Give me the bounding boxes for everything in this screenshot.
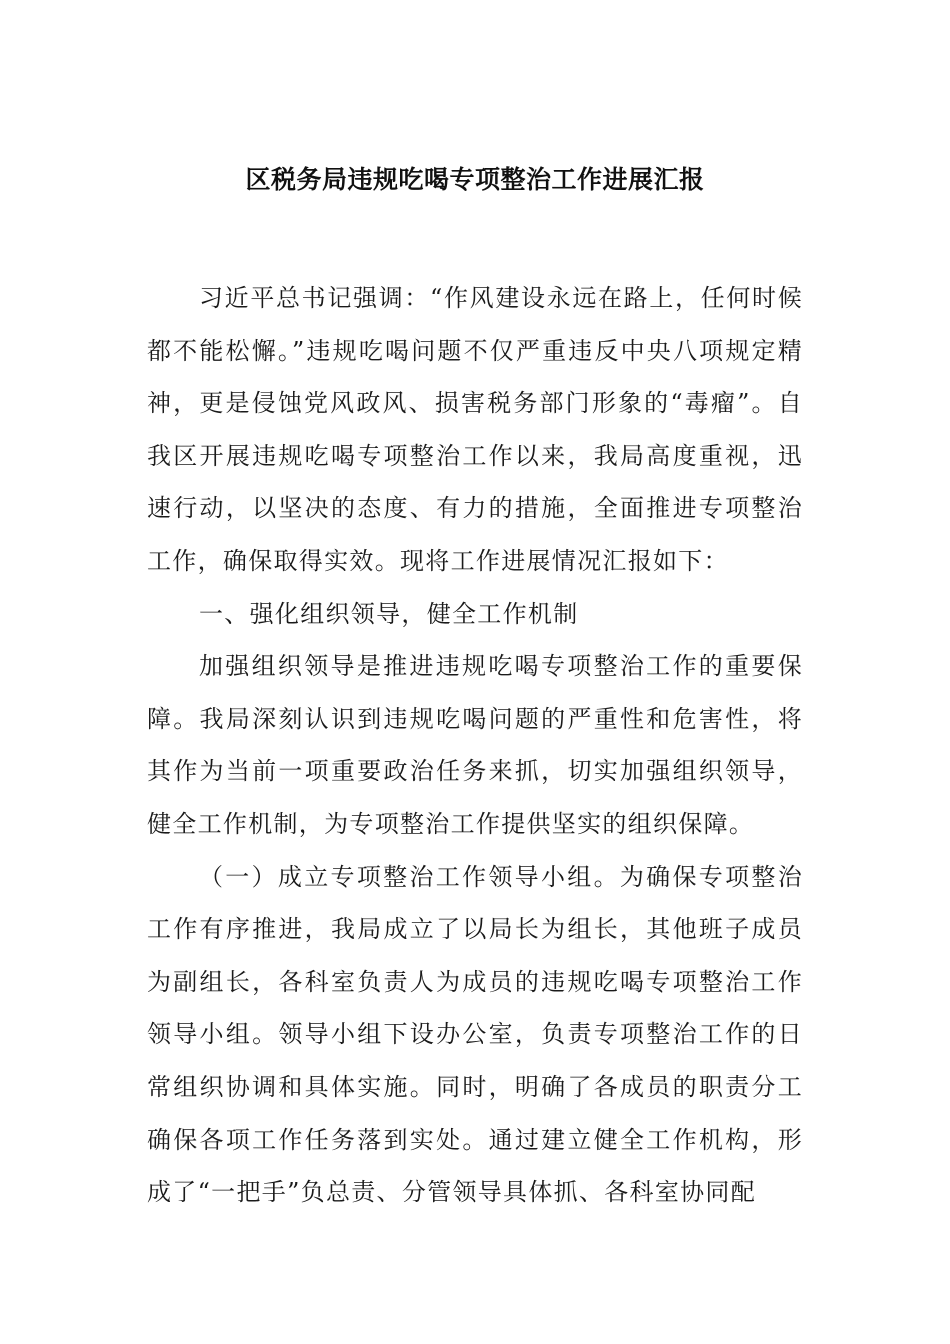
document-title: 区税务局违规吃喝专项整治工作进展汇报 xyxy=(245,165,705,194)
intro-paragraph: 习近平总书记强调：“作风建设永远在路上，任何时候都不能松懈。”违规吃喝问题不仅严重违反中央八项规定精神，更是侵蚀党风政风、损害税务部门形象的“毒瘤”。自我区开展违规吃喝专项整治工作以来，我局高度重视，迅速行动，以坚决的态度、有力的措施，全面推进专项整治工作，确保取得实效。现将工作进展情况汇报如下： xyxy=(147,284,803,575)
section-heading-1: 一、强化组织领导，健全工作机制 xyxy=(199,599,579,628)
section-1-paragraph: 加强组织领导是推进违规吃喝专项整治工作的重要保障。我局深刻认识到违规吃喝问题的严重性和危害性，将其作为当前一项重要政治任务来抓，切实加强组织领导，健全工作机制，为专项整治工作提供坚实的组织保障。 xyxy=(147,652,803,838)
subsection-1-paragraph: （一）成立专项整治工作领导小组。为确保专项整治工作有序推进，我局成立了以局长为组长，其他班子成员为副组长，各科室负责人为成员的违规吃喝专项整治工作领导小组。领导小组下设办公室，负责专项整治工作的日常组织协调和具体实施。同时，明确了各成员的职责分工确保各项工作任务落到实处。通过建立健全工作机构，形成了“一把手”负总责、分管领导具体抓、各科室协同配 xyxy=(147,862,803,1207)
document-body xyxy=(147,272,803,1219)
